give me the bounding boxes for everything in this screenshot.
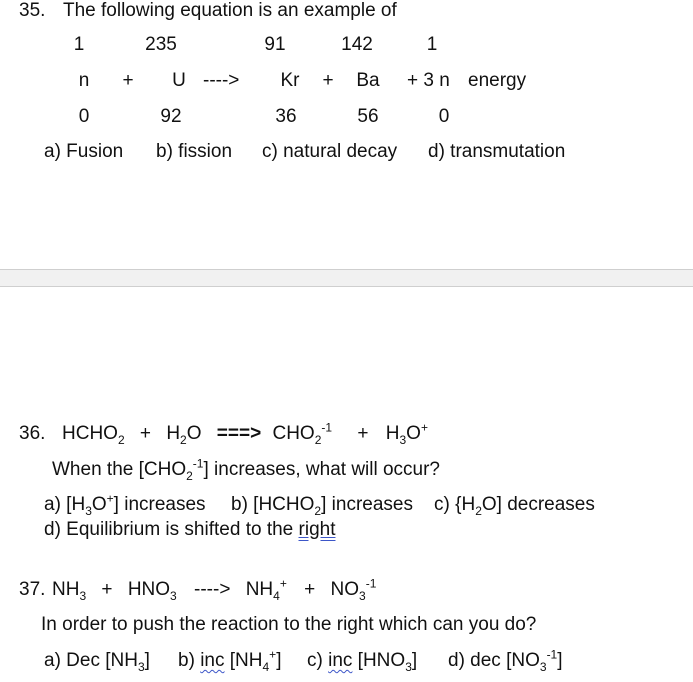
q36-question: When the $[CHO_2^{-1}]$ increases, what will occur? xyxy=(52,456,441,483)
q37-question: In order to push the reaction to the right which can you do? xyxy=(41,614,537,635)
plus-sign: + xyxy=(139,423,152,444)
q37-equation xyxy=(52,576,377,603)
product-formate: $CHO_2^{-1}$ xyxy=(272,420,333,447)
reactant-nitric-acid: $HNO_3$ xyxy=(127,579,177,603)
q36-equation xyxy=(62,420,428,447)
product-nitrate: $NO_3^{-1}$ xyxy=(330,576,377,603)
plus-sign: + xyxy=(322,70,334,91)
q37-choice-b[interactable]: b) inc $[NH_4^+]$ xyxy=(178,647,282,674)
reaction-arrow: ----> xyxy=(194,579,231,600)
mass-number-barium: 142 xyxy=(341,34,373,55)
energy-label: energy xyxy=(468,70,527,91)
symbol-neutron: n xyxy=(78,70,90,91)
q35-choice-d[interactable]: d) transmutation xyxy=(428,141,566,162)
spellcheck-underline: inc xyxy=(200,650,225,671)
product-hydronium: $H_3O^+$ xyxy=(385,420,428,447)
atomic-number-uranium: 92 xyxy=(160,106,182,127)
q35-number: 35. xyxy=(19,0,46,21)
products-neutrons: + 3 n xyxy=(407,70,450,91)
reactant-water: $H_2O$ xyxy=(166,423,202,447)
reaction-arrow: ----> xyxy=(203,70,240,91)
q37-choice-c[interactable]: c) inc $[HNO_3]$ xyxy=(307,650,418,674)
atomic-number-krypton: 36 xyxy=(275,106,297,127)
q37-choice-a[interactable]: a) Dec $[NH_3]$ xyxy=(44,650,150,674)
mass-number-neutrons-out: 1 xyxy=(426,34,438,55)
q36-choice-c[interactable]: c) $\{H_2O]$ decreases xyxy=(434,494,595,518)
q36-choice-a[interactable]: a) $[H_3O^+]$ increases xyxy=(44,491,206,518)
atomic-number-neutrons-out: 0 xyxy=(438,106,450,127)
atomic-number-barium: 56 xyxy=(357,106,379,127)
q37-number: 37. xyxy=(19,579,46,600)
plus-sign: + xyxy=(304,579,316,600)
product-ammonium: $NH_4^+$ xyxy=(245,576,287,603)
equilibrium-arrow: ===> xyxy=(216,423,262,444)
q35-choice-b[interactable]: b) fission xyxy=(156,141,233,162)
spellcheck-underline: inc xyxy=(328,650,353,671)
q35-choice-a[interactable]: a) Fusion xyxy=(44,141,124,162)
q37-choice-d[interactable]: d) dec $[NO_3^{-1}]$ xyxy=(448,647,563,674)
mass-number-krypton: 91 xyxy=(264,34,286,55)
grammar-underline: right xyxy=(298,519,336,540)
q35-prompt: The following equation is an example of xyxy=(63,0,397,21)
reactant-formic-acid: $HCHO_2$ xyxy=(62,423,125,447)
mass-number-uranium: 235 xyxy=(145,34,177,55)
q36-choice-b[interactable]: b) $[HCHO_2]$ increases xyxy=(231,494,413,518)
mass-number-neutron: 1 xyxy=(73,34,85,55)
atomic-number-neutron: 0 xyxy=(78,106,90,127)
plus-sign: + xyxy=(122,70,134,91)
q36-choice-d[interactable]: d) Equilibrium is shifted to the right xyxy=(44,519,336,540)
symbol-uranium: U xyxy=(172,70,186,91)
plus-sign: + xyxy=(101,579,113,600)
symbol-krypton: Kr xyxy=(280,70,300,91)
page-divider xyxy=(0,269,693,287)
symbol-barium: Ba xyxy=(356,70,380,91)
reactant-ammonia: $NH_3$ xyxy=(52,579,87,603)
q36-number: 36. xyxy=(19,423,46,444)
plus-sign: + xyxy=(357,423,369,444)
q35-choice-c[interactable]: c) natural decay xyxy=(262,141,398,162)
